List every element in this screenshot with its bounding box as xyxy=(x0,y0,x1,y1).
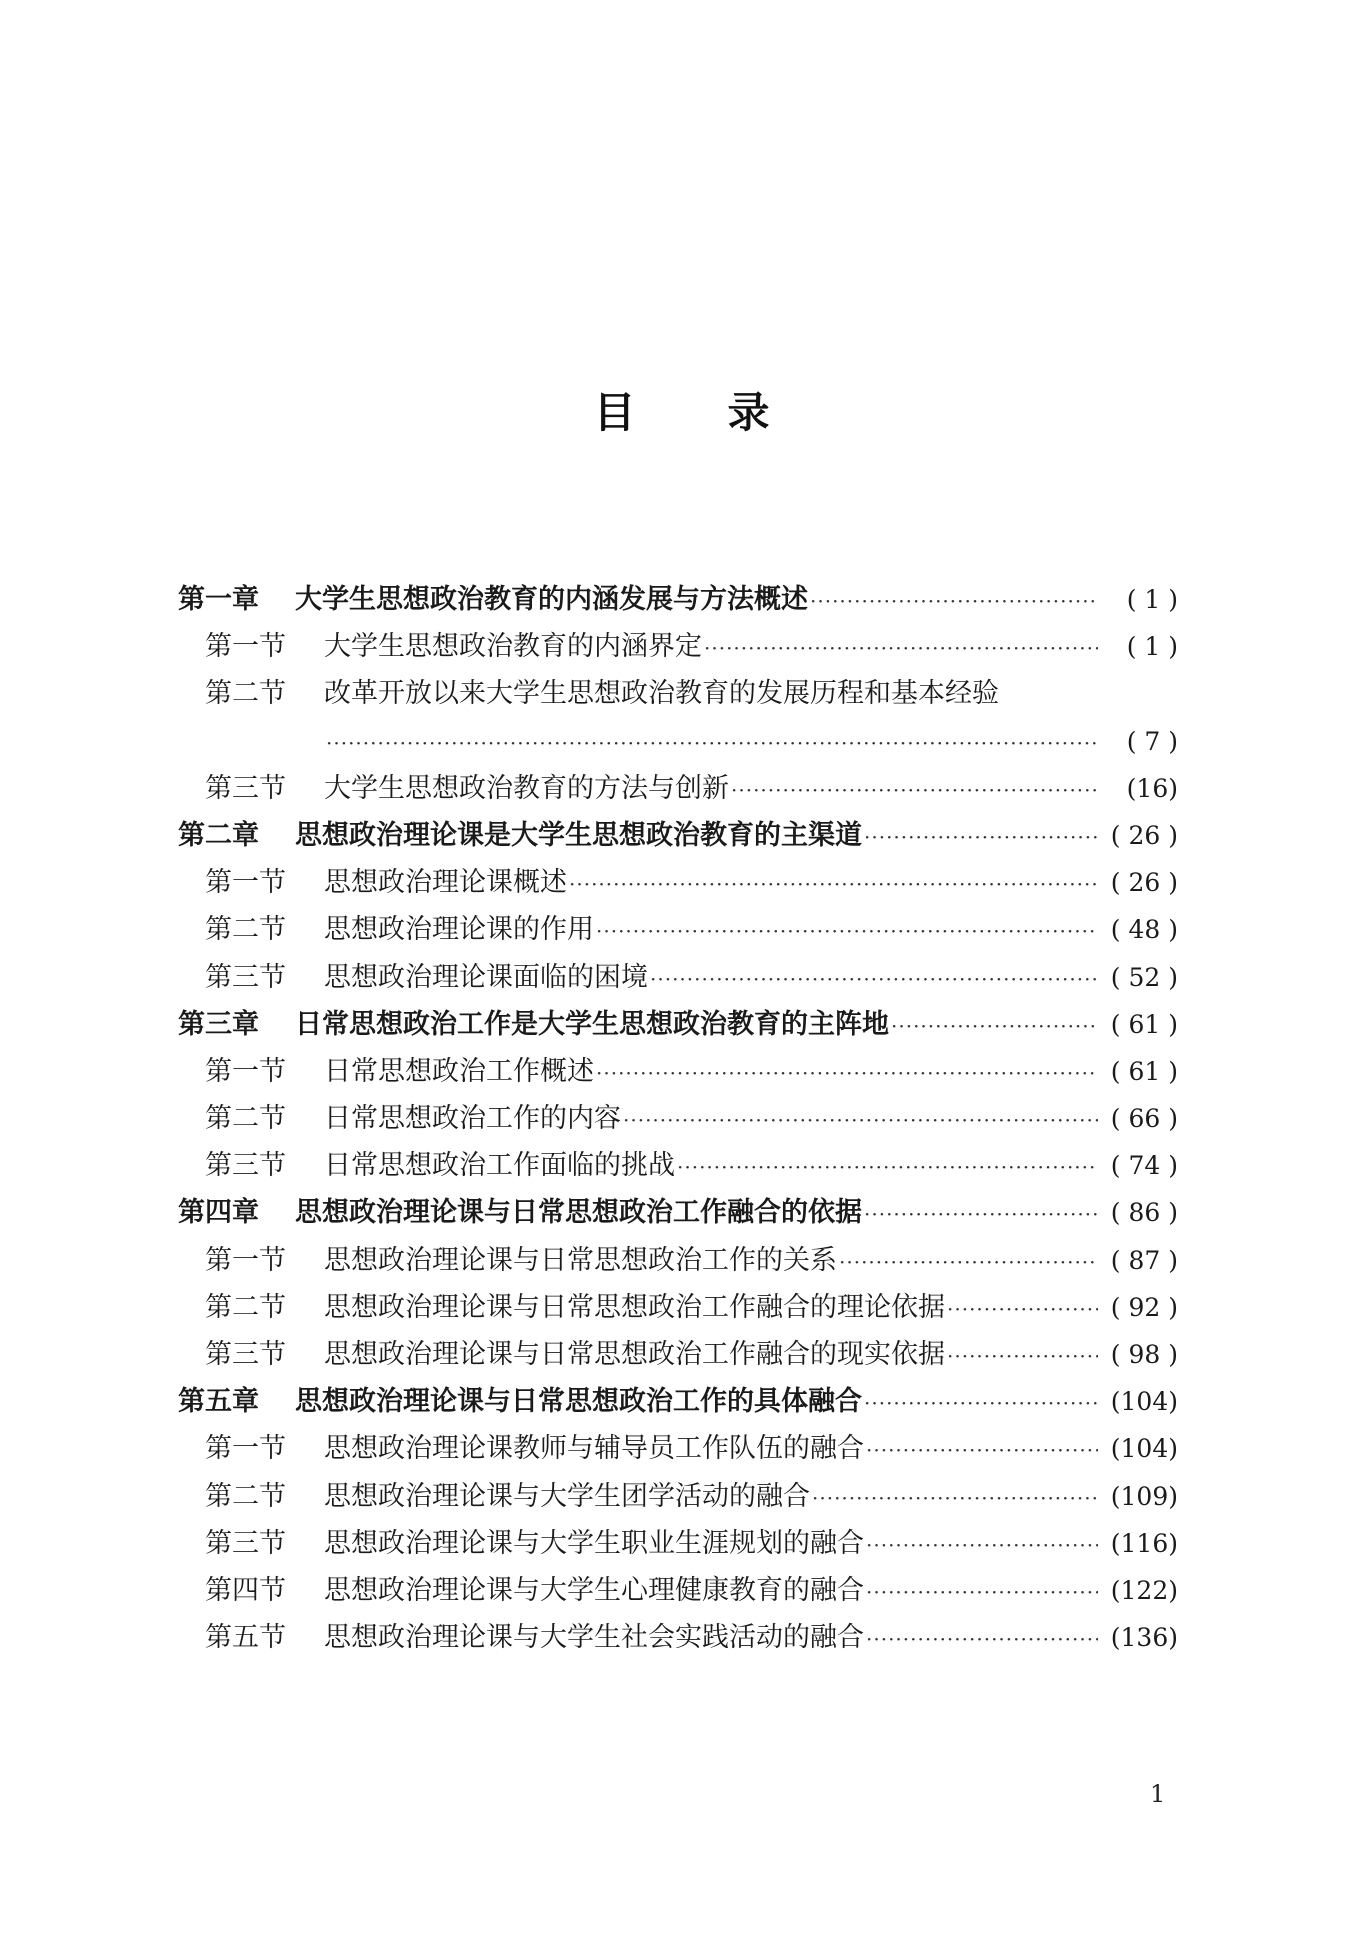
toc-leader-dots xyxy=(866,1616,1098,1663)
toc-section-entry[interactable] xyxy=(178,1142,1178,1189)
toc-section-entry[interactable] xyxy=(178,1284,1178,1331)
toc-leader-dots xyxy=(326,720,1098,767)
toc-leader-dots xyxy=(596,908,1098,955)
toc-entry-number: 第二节 xyxy=(205,914,286,946)
toc-leader-dots xyxy=(810,578,1098,625)
toc-entry-number: 第三节 xyxy=(205,1150,286,1182)
toc-leader-dots xyxy=(839,1239,1098,1286)
toc-chapter-entry[interactable] xyxy=(178,1189,1178,1236)
toc-entry-page: (104) xyxy=(1110,1387,1178,1417)
toc-entry-number: 第一节 xyxy=(205,867,286,899)
toc-section-entry[interactable] xyxy=(178,906,1178,953)
toc-entry-page: ( 61 ) xyxy=(1110,1056,1178,1086)
toc-leader-dots xyxy=(947,1286,1098,1333)
toc-entry-title: 日常思想政治工作面临的挑战 xyxy=(324,1150,675,1182)
toc-section-entry[interactable] xyxy=(178,1331,1178,1378)
toc-entry-title: 大学生思想政治教育的内涵发展与方法概述 xyxy=(295,584,808,615)
toc-entry-page: (122) xyxy=(1110,1575,1178,1605)
toc-entry-number: 第五章 xyxy=(178,1386,259,1418)
toc-entry-title: 思想政治理论课与大学生心理健康教育的融合 xyxy=(324,1574,864,1606)
toc-section-entry[interactable] xyxy=(178,859,1178,906)
toc-entry-number: 第一节 xyxy=(205,631,286,663)
toc-section-entry[interactable] xyxy=(178,1048,1178,1095)
toc-section-entry[interactable] xyxy=(178,670,1178,717)
table-of-contents xyxy=(178,576,1178,1661)
toc-entry-title: 思想政治理论课是大学生思想政治教育的主渠道 xyxy=(295,819,862,851)
toc-leader-dots xyxy=(947,1333,1098,1380)
toc-entry-title: 思想政治理论课的作用 xyxy=(324,914,594,946)
toc-entry-page: ( 26 ) xyxy=(1110,868,1178,898)
toc-entry-number: 第二节 xyxy=(205,678,286,710)
toc-entry-number: 第三节 xyxy=(205,1339,286,1370)
toc-entry-number: 第二节 xyxy=(205,1480,286,1512)
title-char: 目 xyxy=(593,388,636,437)
toc-entry-title: 大学生思想政治教育的内涵界定 xyxy=(324,631,702,663)
toc-entry-number: 第四章 xyxy=(178,1197,259,1229)
toc-entry-title: 思想政治理论课与日常思想政治工作的具体融合 xyxy=(295,1386,862,1418)
toc-leader-dots xyxy=(569,861,1098,908)
toc-section-entry[interactable] xyxy=(178,1520,1178,1567)
toc-chapter-entry[interactable] xyxy=(178,576,1178,623)
toc-leader-dots xyxy=(866,1569,1098,1616)
toc-entry-number: 第二章 xyxy=(178,819,259,851)
toc-entry-title: 日常思想政治工作概述 xyxy=(324,1055,594,1087)
page-title xyxy=(0,380,1363,440)
toc-entry-page: ( 92 ) xyxy=(1110,1292,1178,1322)
toc-entry-number: 第五节 xyxy=(205,1622,286,1654)
toc-entry-title: 思想政治理论课教师与辅导员工作队伍的融合 xyxy=(324,1433,864,1465)
toc-entry-number: 第二节 xyxy=(205,1291,286,1323)
toc-entry-number: 第一节 xyxy=(205,1244,286,1276)
toc-section-entry[interactable] xyxy=(178,623,1178,670)
toc-entry-number: 第三节 xyxy=(205,1527,286,1559)
toc-entry-number: 第一节 xyxy=(205,1055,286,1087)
toc-leader-dots xyxy=(731,767,1098,814)
toc-section-entry[interactable] xyxy=(178,765,1178,812)
toc-entry-number: 第三章 xyxy=(178,1008,259,1040)
toc-section-entry[interactable] xyxy=(178,1614,1178,1661)
toc-entry-title: 思想政治理论课与大学生职业生涯规划的融合 xyxy=(324,1527,864,1559)
toc-entry-page: (116) xyxy=(1110,1528,1178,1558)
toc-chapter-entry[interactable] xyxy=(178,1001,1178,1048)
toc-leader-dots xyxy=(891,1003,1098,1050)
toc-entry-title: 思想政治理论课与日常思想政治工作融合的依据 xyxy=(295,1197,862,1229)
toc-entry-title: 思想政治理论课面临的困境 xyxy=(324,961,648,993)
toc-entry-page: ( 7 ) xyxy=(1126,726,1178,756)
toc-leader-dots xyxy=(677,1144,1098,1191)
toc-leader-dots xyxy=(866,1522,1098,1569)
toc-entry-title: 思想政治理论课与日常思想政治工作融合的理论依据 xyxy=(324,1291,945,1323)
toc-entry-page: ( 48 ) xyxy=(1110,915,1178,945)
toc-entry-number: 第三节 xyxy=(205,961,286,993)
toc-section-entry[interactable] xyxy=(178,1237,1178,1284)
toc-entry-page: ( 74 ) xyxy=(1110,1151,1178,1181)
toc-entry-page: ( 66 ) xyxy=(1110,1104,1178,1134)
toc-section-entry[interactable] xyxy=(178,1473,1178,1520)
toc-entry-page: ( 1 ) xyxy=(1126,585,1178,614)
toc-entry-title: 日常思想政治工作的内容 xyxy=(324,1103,621,1135)
toc-chapter-entry[interactable] xyxy=(178,1378,1178,1425)
toc-leader-dots xyxy=(864,814,1098,861)
toc-entry-number: 第一节 xyxy=(205,1433,286,1465)
toc-entry-page: ( 87 ) xyxy=(1110,1245,1178,1275)
toc-leader-dots xyxy=(812,1475,1098,1522)
toc-leader-dots xyxy=(866,1427,1098,1474)
toc-entry-title: 思想政治理论课与大学生社会实践活动的融合 xyxy=(324,1622,864,1654)
toc-entry-title: 思想政治理论课与大学生团学活动的融合 xyxy=(324,1480,810,1512)
toc-entry-title: 日常思想政治工作是大学生思想政治教育的主阵地 xyxy=(295,1008,889,1040)
toc-leader-dots xyxy=(650,956,1098,1003)
toc-entry-title: 改革开放以来大学生思想政治教育的发展历程和基本经验 xyxy=(324,678,999,710)
toc-leader-dots xyxy=(596,1050,1098,1097)
toc-entry-page: (136) xyxy=(1110,1623,1178,1653)
toc-entry-page: ( 61 ) xyxy=(1110,1009,1178,1039)
toc-section-entry[interactable] xyxy=(178,1095,1178,1142)
toc-entry-page: ( 98 ) xyxy=(1110,1340,1178,1369)
toc-entry-page: ( 86 ) xyxy=(1110,1198,1178,1228)
toc-entry-number: 第四节 xyxy=(205,1574,286,1606)
toc-leader-dots xyxy=(864,1191,1098,1238)
toc-entry-page: (16) xyxy=(1126,773,1178,803)
toc-section-entry[interactable] xyxy=(178,954,1178,1001)
toc-chapter-entry[interactable] xyxy=(178,812,1178,859)
page-number: 1 xyxy=(1150,1780,1166,1808)
toc-section-entry[interactable] xyxy=(178,1567,1178,1614)
toc-entry-number: 第三节 xyxy=(205,772,286,804)
toc-leader-dots xyxy=(704,625,1098,672)
toc-leader-dots xyxy=(623,1097,1098,1144)
title-char: 录 xyxy=(727,388,770,437)
toc-entry-page: ( 1 ) xyxy=(1126,632,1178,662)
toc-entry-title: 大学生思想政治教育的方法与创新 xyxy=(324,772,729,804)
toc-leader-dots xyxy=(864,1380,1098,1427)
toc-entry-number: 第一章 xyxy=(178,584,259,615)
toc-entry-continuation[interactable] xyxy=(178,718,1178,765)
toc-entry-title: 思想政治理论课与日常思想政治工作融合的现实依据 xyxy=(324,1339,945,1370)
toc-entry-page: (109) xyxy=(1110,1481,1178,1511)
toc-entry-page: ( 26 ) xyxy=(1110,820,1178,850)
toc-entry-page: (104) xyxy=(1110,1434,1178,1464)
toc-entry-title: 思想政治理论课概述 xyxy=(324,867,567,899)
toc-entry-number: 第二节 xyxy=(205,1103,286,1135)
toc-entry-page: ( 52 ) xyxy=(1110,962,1178,992)
toc-entry-title: 思想政治理论课与日常思想政治工作的关系 xyxy=(324,1244,837,1276)
toc-section-entry[interactable] xyxy=(178,1425,1178,1472)
